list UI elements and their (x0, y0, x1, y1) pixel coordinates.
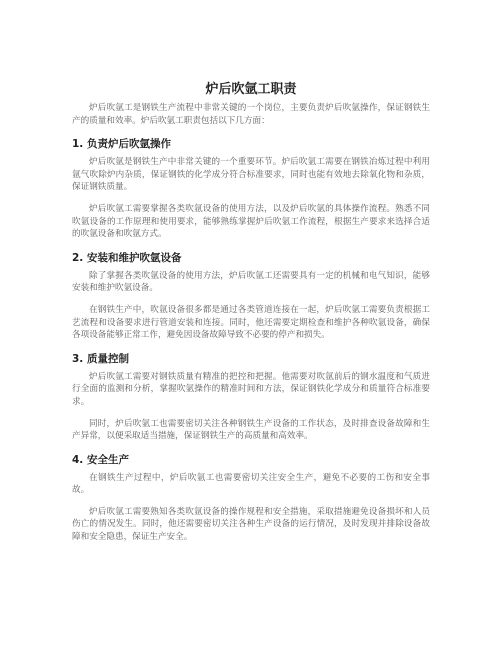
section-paragraph: 在钢铁生产中，吹氩设备很多都是通过各类管道连接在一起，炉后吹氩工需要负责根据工艺流程和设备要求进行管道安装和连接。同时，他还需要定期检查和维护各种吹氩设备，确保各项设备能够正常工作，避免因设备故障导致不必要的停产和损失。 (72, 304, 430, 341)
section-heading-safety: 4. 安全生产 (72, 453, 129, 466)
document-body (72, 102, 430, 553)
section-heading-equipment-maintenance: 2. 安装和维护吹氩设备 (72, 251, 182, 264)
section-paragraph: 炉后吹氩工需要对钢铁质量有精准的把控和把握。他需要对吹氩前后的钢水温度和气质进行全面的监测和分析，掌握吹氩操作的精准时间和方法，保证钢铁化学成分和质量符合标准要求。 (72, 371, 430, 407)
section-paragraph: 炉后吹氩是钢铁生产中非常关键的一个重要环节。炉后吹氩工需要在钢铁冶炼过程中利用氩气吹除炉内杂质，保证钢铁的化学成分符合标准要求，同时也能有效地去除氧化物和杂质，保证钢铁质量。 (72, 157, 430, 193)
section-paragraph: 除了掌握各类吹氩设备的使用方法，炉后吹氩工还需要具有一定的机械和电气知识，能够安装和维护吹氩设备。 (72, 270, 430, 294)
intro-paragraph: 炉后吹氩工是钢铁生产流程中非常关键的一个岗位，主要负责炉后吹氩操作，保证钢铁生产的质量和效率。炉后吹氩工职责包括以下几方面： (72, 103, 430, 126)
section-paragraph: 炉后吹氩工需要掌握各类吹氩设备的使用方法，以及炉后吹氩的具体操作流程。熟悉不同吹氩设备的工作原理和使用要求，能够熟练掌握炉后吹氩工作流程，根据生产要求来选择合适的吹氩设备和吹氩方式。 (72, 203, 430, 240)
section-paragraph: 同时，炉后吹氩工也需要密切关注各种钢铁生产设备的工作状态，及时排查设备故障和生产异常，以便采取适当措施，保证钢铁生产的高质量和高效率。 (72, 418, 430, 442)
section-paragraph: 在钢铁生产过程中，炉后吹氩工也需要密切关注安全生产，避免不必要的工伤和安全事故。 (72, 472, 430, 496)
section-heading-argon-operation: 1. 负责炉后吹氩操作 (72, 138, 171, 151)
section-paragraph: 炉后吹氩工需要熟知各类吹氩设备的操作规程和安全措施，采取措施避免设备损坏和人员伤亡的情况发生。同时，他还需要密切关注各种生产设备的运行情况，及时发现并排除设备故障和安全隐患，保证生产安全。 (72, 506, 430, 543)
section-heading-quality-control: 3. 质量控制 (72, 352, 129, 365)
page-title: 炉后吹氩工职责 (205, 82, 297, 97)
